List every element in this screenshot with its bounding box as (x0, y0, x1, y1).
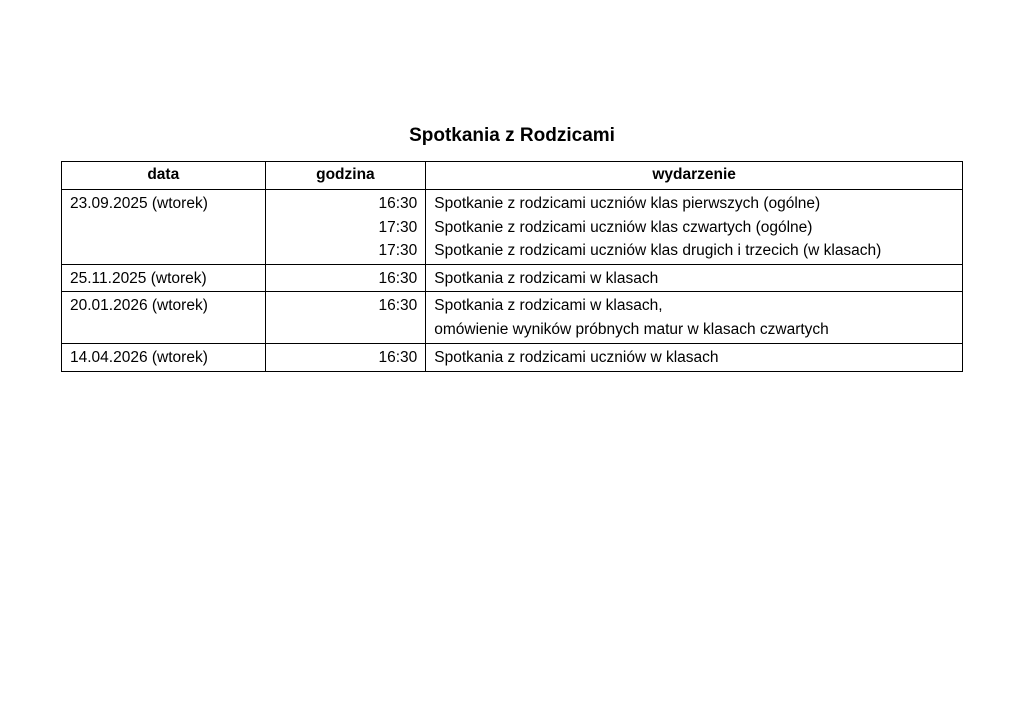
header-time: godzina (265, 162, 426, 190)
row-time: 17:30 (378, 218, 418, 236)
row-events (426, 344, 963, 372)
row-event: Spotkania z rodzicami w klasach (434, 269, 659, 287)
row-time: 16:30 (378, 349, 418, 366)
row-times (265, 344, 426, 372)
page-title: Spotkania z Rodzicami (409, 125, 615, 146)
row-time: 16:30 (378, 195, 418, 212)
row-date: 20.01.2026 (wtorek) (62, 292, 266, 344)
row-time: 16:30 (378, 269, 418, 287)
table-row (62, 264, 963, 292)
header-event: wydarzenie (426, 162, 963, 190)
header-date: data (62, 162, 266, 190)
meetings-table (61, 161, 963, 372)
row-event: Spotkania z rodzicami w klasach, (434, 297, 663, 314)
table-row (62, 190, 963, 265)
row-event: omówienie wyników próbnych matur w klasach czwartych (434, 320, 829, 338)
table-row (62, 292, 963, 344)
row-events (426, 190, 963, 265)
row-event: Spotkanie z rodzicami uczniów klas czwartych (ogólne) (434, 218, 813, 236)
row-date: 14.04.2026 (wtorek) (62, 344, 266, 372)
row-event: Spotkanie z rodzicami uczniów klas pierwszych (ogólne) (434, 195, 821, 212)
row-times (265, 292, 426, 344)
table-row (62, 344, 963, 372)
row-time: 16:30 (378, 297, 418, 314)
row-time: 17:30 (378, 242, 418, 259)
row-times (265, 190, 426, 265)
row-times (265, 264, 426, 292)
row-events (426, 292, 963, 344)
row-event: Spotkanie z rodzicami uczniów klas drugich i trzecich (w klasach) (434, 242, 882, 259)
row-date: 23.09.2025 (wtorek) (62, 190, 266, 265)
row-date: 25.11.2025 (wtorek) (62, 264, 266, 292)
row-events (426, 264, 963, 292)
row-event: Spotkania z rodzicami uczniów w klasach (434, 349, 719, 366)
table-header-row (62, 162, 963, 190)
